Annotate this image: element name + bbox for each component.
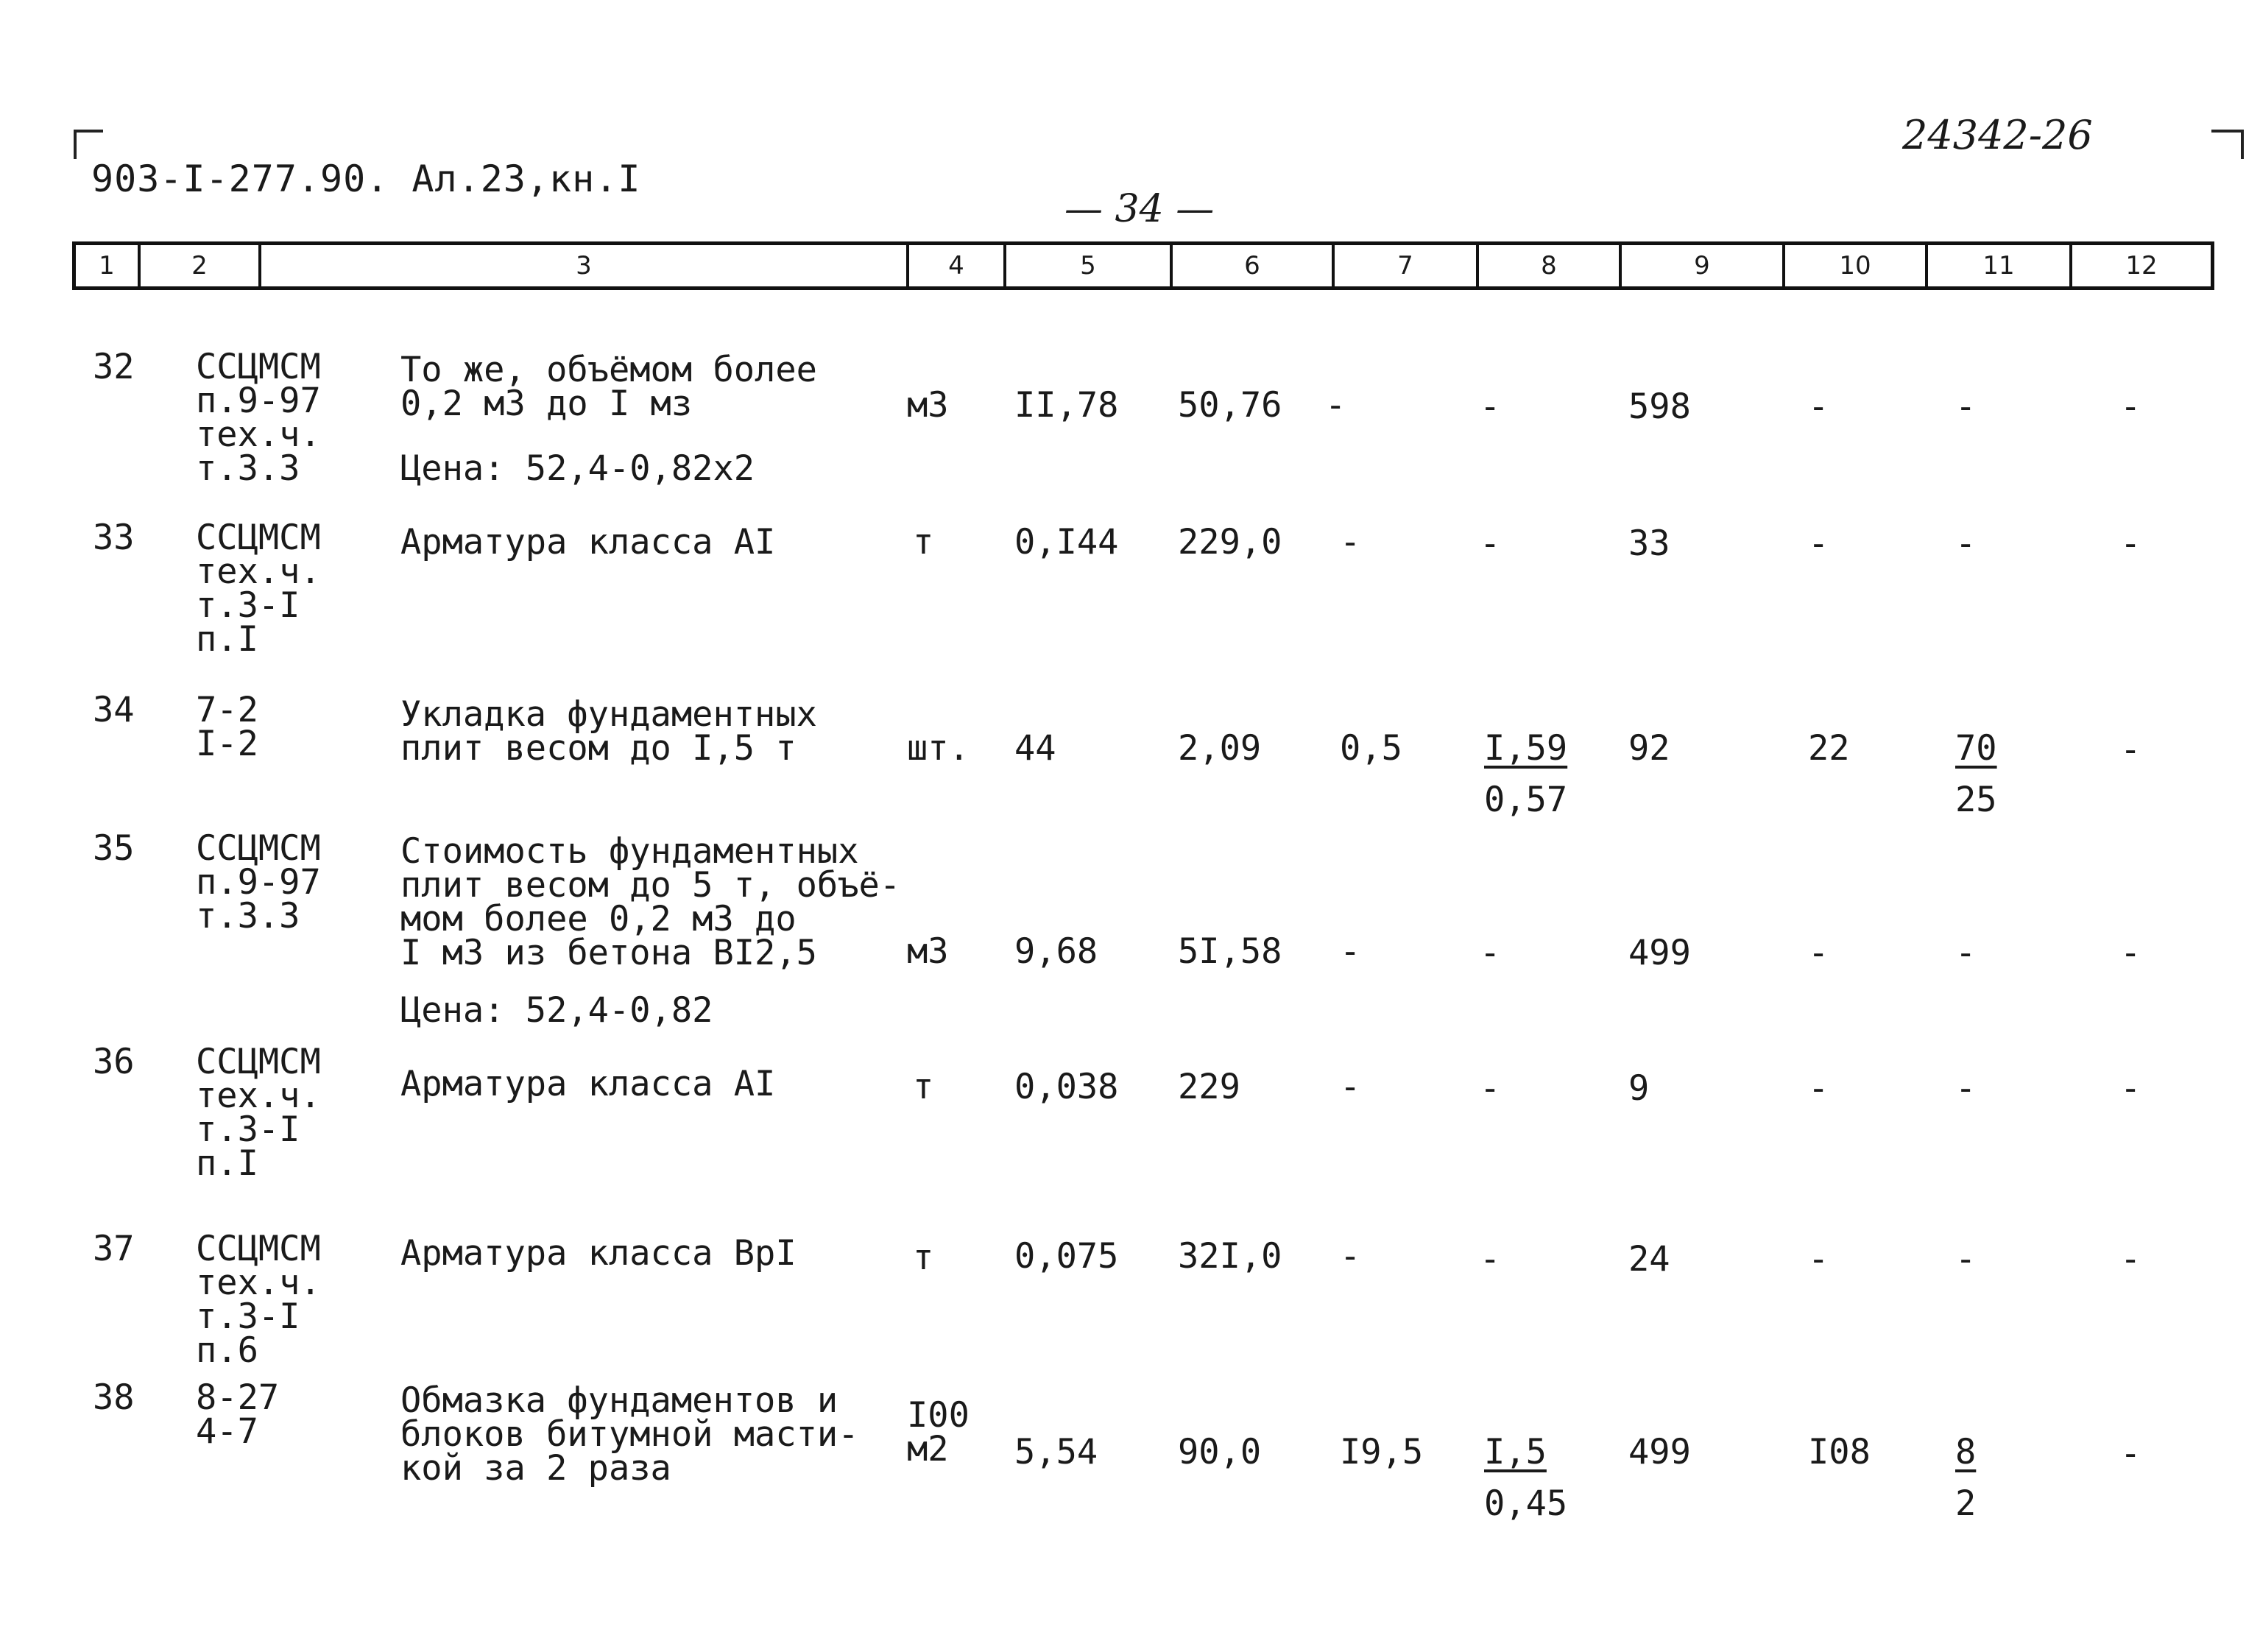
row-total: 24 — [1628, 1239, 1670, 1279]
row-number: 37 — [93, 1229, 135, 1269]
column-header-9: 9 — [1622, 245, 1785, 286]
row-quantity: II,78 — [1014, 385, 1119, 426]
row-number: 35 — [93, 828, 135, 869]
row-total: 33 — [1628, 523, 1670, 564]
row-col11: - — [1955, 523, 1977, 564]
row-col7: - — [1325, 385, 1346, 426]
row-description: Арматура класса BpI — [400, 1233, 797, 1274]
row-unit: I00 м2 — [907, 1395, 970, 1469]
row-col12: - — [2120, 1239, 2141, 1279]
row-col7: - — [1340, 1236, 1361, 1277]
row-total: 499 — [1628, 933, 1691, 973]
row-col7: - — [1340, 931, 1361, 972]
column-header-10: 10 — [1785, 245, 1928, 286]
row-col10: - — [1808, 386, 1829, 427]
row-unit: т — [913, 1238, 934, 1278]
row-reference: ССЦМСМ тех.ч. т.3-I п.I — [196, 1042, 321, 1184]
row-unit-price: 229 — [1178, 1067, 1240, 1107]
row-number: 33 — [93, 518, 135, 558]
row-description: То же, объёмом более 0,2 м3 до I мз — [400, 350, 817, 424]
row-col8: - — [1480, 1068, 1501, 1109]
column-header-1: 1 — [76, 245, 141, 286]
row-col11: - — [1955, 1068, 1977, 1109]
corner-mark-right — [2211, 130, 2244, 159]
row-col10: - — [1808, 1239, 1829, 1279]
row-reference: ССЦМСМ тех.ч. т.3-I п.6 — [196, 1229, 321, 1371]
row-col12: - — [2120, 1433, 2141, 1474]
row-col7: - — [1340, 1067, 1361, 1107]
row-col8: I,59 — [1484, 728, 1568, 769]
column-header-8: 8 — [1479, 245, 1622, 286]
page-number: — 34 — — [1064, 187, 1215, 231]
column-header-4: 4 — [909, 245, 1006, 286]
row-col10: 22 — [1808, 728, 1850, 769]
row-col11-sub: 25 — [1955, 780, 1997, 820]
row-description: Обмазка фундаментов и блоков битумной масти- кой за 2 раза — [400, 1380, 859, 1489]
row-number: 34 — [93, 690, 135, 730]
row-number: 32 — [93, 347, 135, 387]
row-unit-price: 90,0 — [1178, 1432, 1262, 1472]
row-col12: - — [2120, 523, 2141, 564]
column-header-7: 7 — [1335, 245, 1479, 286]
row-col11: - — [1955, 933, 1977, 973]
row-col7: - — [1340, 522, 1361, 562]
row-description: Арматура класса AI — [400, 1064, 776, 1104]
row-col8-sub: 0,45 — [1484, 1483, 1568, 1524]
row-col11: - — [1955, 386, 1977, 427]
row-col8: I,5 — [1484, 1432, 1547, 1472]
archive-number: 24342-26 — [1902, 112, 2093, 158]
row-quantity: 0,075 — [1014, 1236, 1119, 1277]
row-unit: шт. — [907, 728, 970, 769]
row-unit-price: 229,0 — [1178, 522, 1282, 562]
column-header-3: 3 — [261, 245, 909, 286]
row-col7: 0,5 — [1340, 728, 1402, 769]
row-reference: ССЦМСМ п.9-97 тех.ч. т.3.3 — [196, 347, 321, 489]
row-col12: - — [2120, 730, 2141, 770]
row-quantity: 9,68 — [1014, 931, 1098, 972]
row-unit-price: 32I,0 — [1178, 1236, 1282, 1277]
row-col11: 70 — [1955, 728, 1997, 769]
row-col11: - — [1955, 1239, 1977, 1279]
row-col12: - — [2120, 1068, 2141, 1109]
row-total: 598 — [1628, 386, 1691, 427]
row-col11: 8 — [1955, 1432, 1977, 1472]
row-quantity: 0,I44 — [1014, 522, 1119, 562]
row-col7: I9,5 — [1340, 1432, 1424, 1472]
row-reference: ССЦМСМ п.9-97 т.3.3 — [196, 828, 321, 936]
row-description: Арматура класса AI — [400, 522, 776, 562]
row-quantity: 5,54 — [1014, 1432, 1098, 1472]
row-unit-price: 2,09 — [1178, 728, 1262, 769]
row-col8-sub: 0,57 — [1484, 780, 1568, 820]
row-col8: - — [1480, 386, 1501, 427]
row-unit: т — [913, 1067, 934, 1107]
row-unit-price: 50,76 — [1178, 385, 1282, 426]
row-number: 38 — [93, 1377, 135, 1418]
row-unit: м3 — [907, 385, 949, 426]
row-quantity: 44 — [1014, 728, 1056, 769]
column-header-11: 11 — [1928, 245, 2072, 286]
row-unit-price: 5I,58 — [1178, 931, 1282, 972]
column-header-12: 12 — [2125, 251, 2158, 280]
row-col12: - — [2120, 933, 2141, 973]
corner-mark-left — [74, 130, 103, 159]
row-unit: м3 — [907, 931, 949, 972]
row-quantity: 0,038 — [1014, 1067, 1119, 1107]
row-description: Укладка фундаментных плит весом до I,5 т — [400, 694, 817, 769]
row-price-note: Цена: 52,4-0,82 — [400, 990, 713, 1031]
column-header-row — [72, 241, 2214, 290]
row-col12: - — [2120, 386, 2141, 427]
row-col10: - — [1808, 523, 1829, 564]
column-header-6: 6 — [1173, 245, 1335, 286]
column-header-2: 2 — [141, 245, 261, 286]
row-col11-sub: 2 — [1955, 1483, 1977, 1524]
row-reference: ССЦМСМ тех.ч. т.3-I п.I — [196, 518, 321, 660]
row-unit: т — [913, 522, 934, 562]
row-price-note: Цена: 52,4-0,82х2 — [400, 448, 755, 489]
document-code: 903-I-277.90. Ал.23,кн.I — [91, 158, 641, 200]
column-header-5: 5 — [1006, 245, 1173, 286]
row-col10: I08 — [1808, 1432, 1871, 1472]
row-number: 36 — [93, 1042, 135, 1082]
row-description: Стоимость фундаментных плит весом до 5 т, объё- мом более 0,2 м3 до I м3 из бетона BI2,5 — [400, 831, 901, 973]
row-total: 9 — [1628, 1068, 1650, 1109]
row-reference: 7-2 I-2 — [196, 690, 258, 764]
row-reference: 8-27 4-7 — [196, 1377, 280, 1452]
row-col8: - — [1480, 523, 1501, 564]
row-col10: - — [1808, 933, 1829, 973]
row-total: 499 — [1628, 1432, 1691, 1472]
row-col8: - — [1480, 933, 1501, 973]
row-total: 92 — [1628, 728, 1670, 769]
row-col8: - — [1480, 1239, 1501, 1279]
row-col10: - — [1808, 1068, 1829, 1109]
